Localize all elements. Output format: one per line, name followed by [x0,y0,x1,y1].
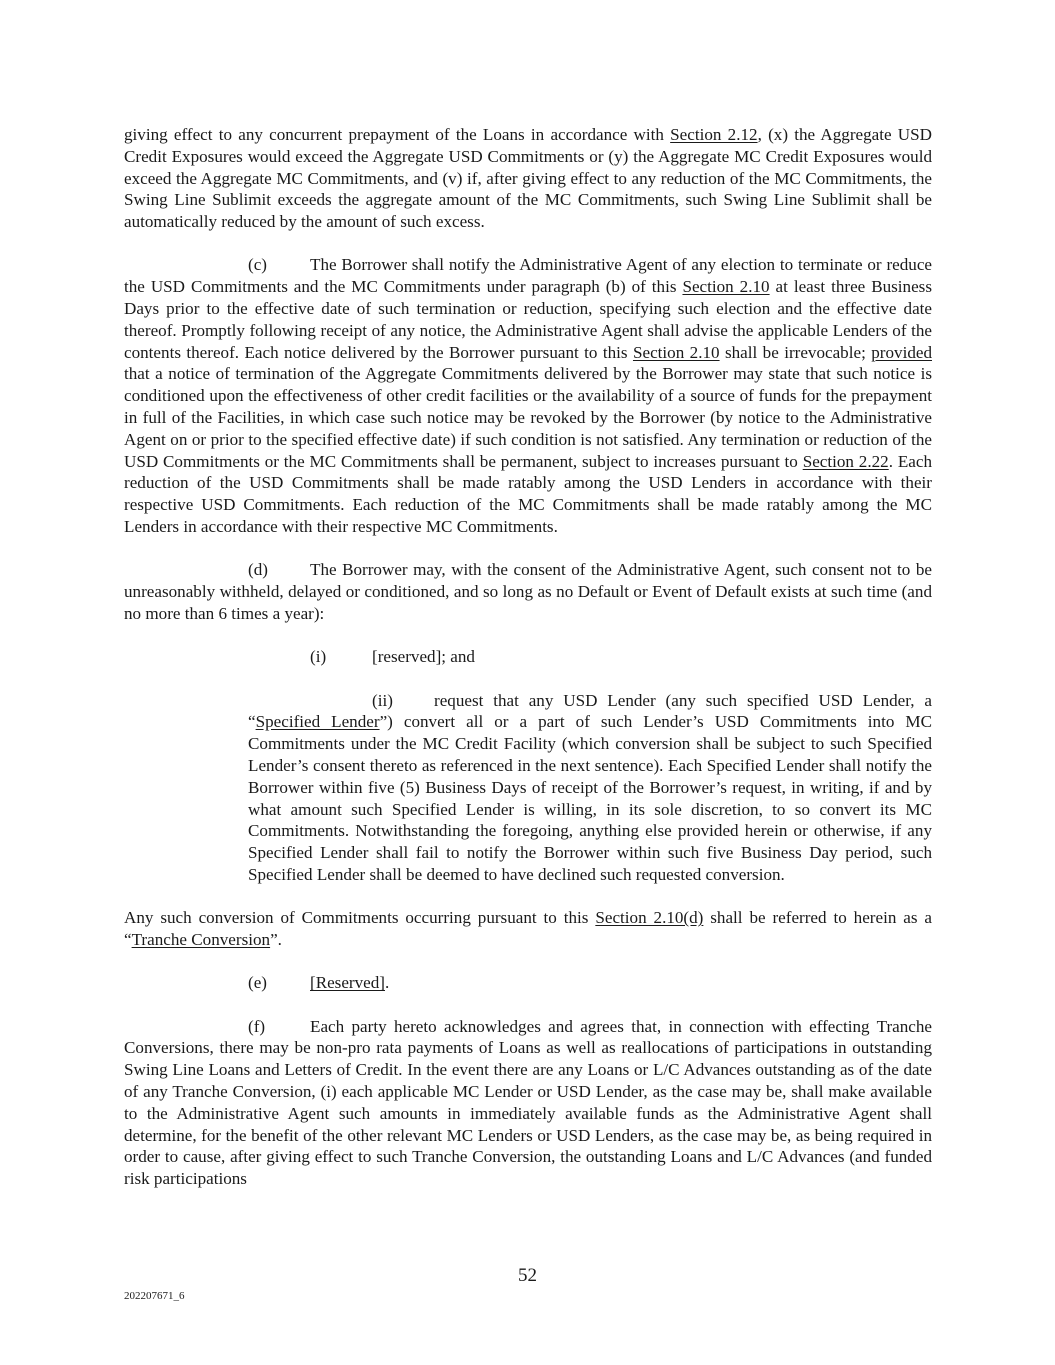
page-number: 52 [518,1265,537,1286]
text-run: that a notice of termination of the Aggregate Commitments delivered by the Borrower may state that such notice is conditioned upon the effectiveness of other credit facilities or the availability of a source of funds for the prepayment in full of the Facilities, in which case such notice may be revoked by the Borrower (by notice to the Administrative Agent on or prior to the specified effective date) if such condition is not satisfied. Any termination or reduction of the USD Commitments or the MC Commitments shall be permanent, subject to increases pursuant to [124,364,932,471]
document-page [124,124,932,1190]
text-run: at least three Business Days prior to the effective date of such termination or reduction, specifying such election and the effective date thereof. Promptly following receipt of any notice, the Administrative Agent shall advise the applicable Lenders of the contents thereof. Each notice delivered by the Borrower pursuant to this [124,277,932,362]
paragraph-d [124,559,932,624]
text-run: , (x) the Aggregate USD Credit Exposures would exceed the Aggregate USD Commitments or (y) the Aggregate MC Credit Exposures would exceed the Aggregate MC Commitments, and (v) if, after giving effect to any reduction of the MC Commitments, the Swing Line Sublimit exceeds the aggregate amount of the MC Commitments, such Swing Line Sublimit shall be automatically reduced by the amount of such excess. [124,125,933,232]
paragraph-e [124,972,932,994]
text-run: . [385,973,390,993]
text-run: ”) convert all or a part of such Lender’s USD Commitments into MC Commitments under the MC Credit Facility (which conversion shall be subject to such Specified Lender’s consent thereto as referenced in the next sentence). Each Specified Lender shall notify the Borrower within five (5) Business Days of receipt of the Borrower’s request, in writing, if and by what amount such Specified Lender is willing, in its sole discretion, to so convert its MC Commitments. Notwithstanding the foregoing, anything else provided herein or otherwise, if any Specified Lender shall fail to notify the Borrower within such five Business Day period, such Specified Lender shall be deemed to have declined such requested conversion. [248,712,932,884]
item-label: (i) [310,647,327,667]
document-id: 202207671_6 [124,1290,185,1302]
section-reference: Section 2.10(d) [595,908,704,928]
text-run: The Borrower may, with the consent of the Administrative Agent, such consent not to be unreasonably withheld, delayed or conditioned, and so long as no Default or Event of Default exists at such time (and no more than 6 times a year): [124,560,932,623]
text-run: shall be referred to herein as a “ [124,908,932,949]
paragraph-f [124,1016,932,1190]
paragraph-label: (f) [248,1016,266,1036]
paragraph-b-continuation [124,124,932,233]
text-run: Each party hereto acknowledges and agrees that, in connection with effecting Tranche Conversions, there may be non-pro rata payments of Loans as well as reallocations of participations in outstanding Swing Line Loans and Letters of Credit. In the event there are any Loans or L/C Advances outstanding as of the date of any Tranche Conversion, (i) each applicable MC Lender or USD Lender, as the case may be, shall make available to the Administrative Agent such amounts in immediately available funds as the Administrative Agent shall determine, for the benefit of the other relevant MC Lenders or USD Lenders, as the case may be, as being required in order to cause, after giving effect to such Tranche Conversion, the outstanding Loans and L/C Advances (and funded risk participations [124,1016,932,1189]
item-ii [248,690,932,886]
text-run: request that any USD Lender (any such specified USD Lender, a “ [248,690,932,732]
paragraph-label: (e) [248,973,267,993]
item-ii-block [248,690,932,886]
item-i [310,646,932,668]
text-run: Any such conversion of Commitments occurring pursuant to this [124,908,596,928]
paragraph-c [124,254,932,537]
text-run: shall be irrevocable; [719,342,872,362]
defined-term: provided [871,342,932,362]
defined-term: Tranche Conversion [131,930,271,949]
conversion-paragraph [124,907,932,951]
text-run: . Each reduction of the USD Commitments shall be made ratably among the USD Lenders in accordance with their respective USD Commitments. Each reduction of the MC Commitments shall be made ratably among the MC Lenders in accordance with their respective MC Commitments. [124,451,932,537]
text-run: ”. [270,930,282,949]
text-run: [reserved]; and [372,647,475,667]
paragraph-label: (c) [248,255,267,275]
section-reference: Section 2.10 [632,342,720,362]
text-run: giving effect to any concurrent prepayment of the Loans in accordance with [124,125,671,144]
section-reference: Section 2.22 [802,451,889,471]
section-reference: Section 2.10 [682,277,770,297]
section-reference: Section 2.12 [670,125,758,144]
paragraph-label: (d) [248,560,268,580]
defined-term: Specified Lender [255,712,380,732]
text-run: The Borrower shall notify the Administrative Agent of any election to terminate or reduce the USD Commitments and the MC Commitments under paragraph (b) of this [124,255,932,297]
item-label: (ii) [372,690,393,710]
reserved-marker: [Reserved] [310,973,385,993]
